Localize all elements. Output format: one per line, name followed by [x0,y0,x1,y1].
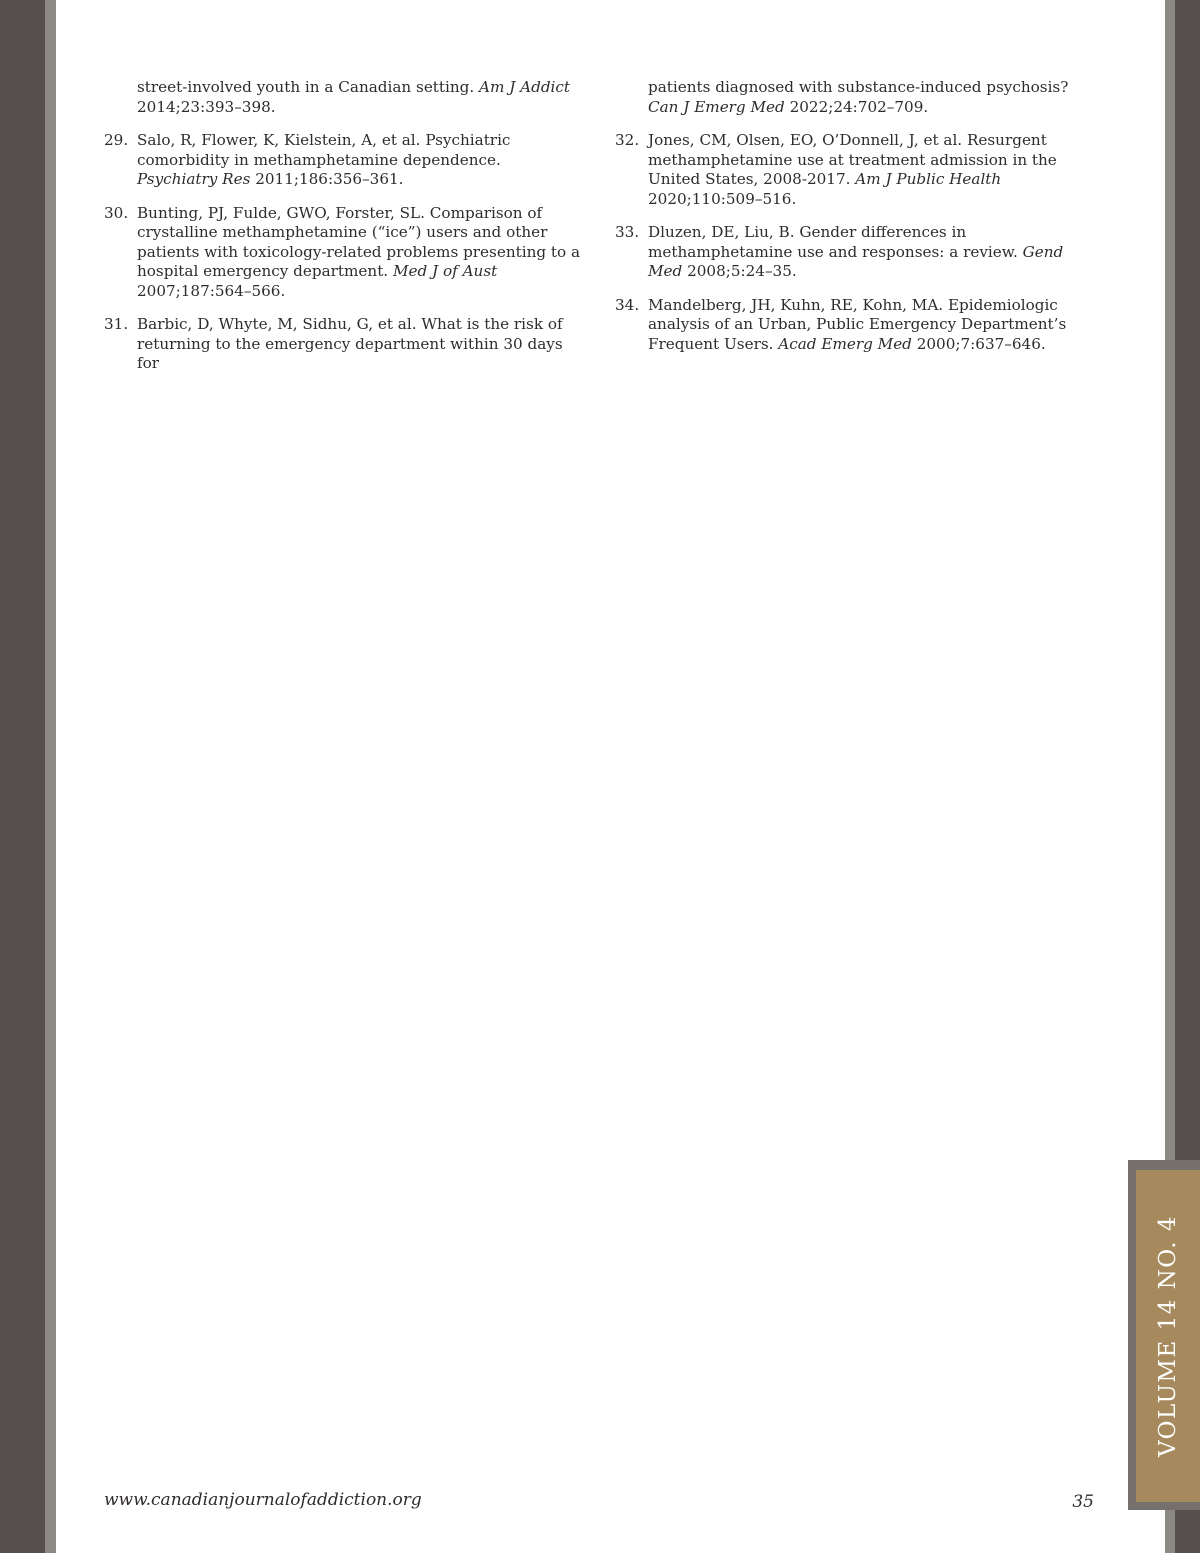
reference-number: 33. [615,223,640,241]
reference-item [615,78,1093,117]
reference-item [615,223,1093,282]
left-frame-stripe [45,0,56,1553]
reference-number: 34. [615,295,640,314]
reference-text: Dluzen, DE, Liu, B. Gender differences in methamphetamine use and responses: a review. Gend Med 2008;5:24–35. [648,223,1064,280]
references-left-column [104,78,582,388]
reference-item [104,315,582,374]
reference-text: Barbic, D, Whyte, M, Sidhu, G, et al. What is the risk of returning to the emergency department within 30 days for [137,315,563,372]
reference-item [104,131,582,190]
reference-text: Bunting, PJ, Fulde, GWO, Forster, SL. Comparison of crystalline methamphetamine (“ice”) users and other patients with toxicology-related problems presenting to a hospital emergency department. Med J of Aust 2007;187:564–566. [137,203,581,300]
journal-name: Gend Med [648,242,1064,280]
journal-name: Am J Public Health [855,170,1002,188]
page-number: 35 [1072,1492,1094,1512]
reference-item [104,78,582,117]
reference-text: street-involved youth in a Canadian setting. Am J Addict 2014;23:393–398. [137,78,571,116]
volume-label: VOLUME 14 NO. 4 [1155,1214,1181,1458]
journal-name: Psychiatry Res [137,170,251,188]
reference-number: 30. [104,203,129,222]
reference-item [615,131,1093,209]
journal-website-url[interactable]: www.canadianjournalofaddiction.org [104,1490,422,1510]
journal-name: Can J Emerg Med [648,97,785,116]
reference-item [615,296,1093,355]
reference-text: Mandelberg, JH, Kuhn, RE, Kohn, MA. Epidemiologic analysis of an Urban, Public Emergency Department’s Frequent Users. Acad Emerg Med 2000;7:637–646. [648,295,1067,353]
reference-number: 29. [104,131,129,149]
reference-text: patients diagnosed with substance-induced psychosis? Can J Emerg Med 2022;24:702–709. [648,78,1069,116]
reference-number: 32. [615,131,640,149]
reference-text: Jones, CM, Olsen, EO, O’Donnell, J, et al. Resurgent methamphetamine use at treatment admission in the United States, 2008-2017. Am J Public Health 2020;110:509–516. [648,131,1057,208]
references-right-column [615,78,1093,368]
reference-text: Salo, R, Flower, K, Kielstein, A, et al. Psychiatric comorbidity in methamphetamine dependence. Psychiatry Res 2011;186:356–361. [137,131,511,188]
journal-name: Acad Emerg Med [778,334,912,353]
reference-number: 31. [104,315,129,333]
reference-item [104,204,582,302]
journal-name: Med J of Aust [392,262,498,280]
journal-name: Am J Addict [479,78,571,96]
left-frame-band [0,0,45,1553]
